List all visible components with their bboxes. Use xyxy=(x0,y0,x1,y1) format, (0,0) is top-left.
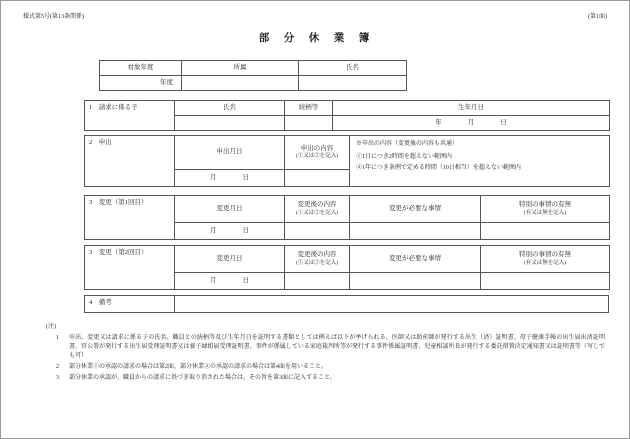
fiscal-year-value-cell xyxy=(100,76,182,91)
application-content-header xyxy=(285,136,350,170)
child-name-value-cell xyxy=(175,116,285,131)
change1-special-header-text: 特別の事情の有無 xyxy=(519,201,571,209)
application-content-note-cell xyxy=(350,136,610,187)
change1-special-subheader: (有又は無を記入) xyxy=(523,209,567,216)
footnote-item-1 xyxy=(56,334,605,361)
application-note-option2: ②1年につき条例で定める時間（10日相当）を超えない範囲内 xyxy=(356,165,521,172)
change2-date-value-cell: 月 日 xyxy=(175,273,285,290)
info-table xyxy=(99,60,407,91)
remarks-value-cell xyxy=(175,296,609,313)
application-date-value-cell: 月 日 xyxy=(175,170,285,187)
footnote-text: 部分休業①の承認の請求の場合は第2面、部分休業②の承認の請求の場合は第4面を用いること。 xyxy=(69,364,328,371)
application-section-label: 2 申出 xyxy=(85,136,175,187)
remarks-section-label: 4 備考 xyxy=(85,296,175,313)
child-birthdate-header: 生年月日 xyxy=(333,101,610,116)
change1-reason-value-cell xyxy=(350,223,481,240)
affiliation-value-cell xyxy=(182,76,299,91)
footnote-number: 2 xyxy=(56,364,59,371)
application-content-header-text: 申出の内容 xyxy=(300,144,334,152)
footnotes-title: (注) xyxy=(46,324,56,331)
footnote-number: 1 xyxy=(56,335,59,342)
fiscal-year-suffix: 年度 xyxy=(160,78,173,86)
info-header-fiscal-year: 対象年度 xyxy=(100,61,182,76)
change1-content-header-text: 変更後の内容 xyxy=(297,201,337,209)
child-section-label: 1 請求に係る子 xyxy=(85,101,175,131)
child-name-header: 氏名 xyxy=(175,101,285,116)
change2-special-header xyxy=(481,246,610,273)
change2-reason-value-cell xyxy=(350,273,481,290)
change1-content-subheader: (①又は②を記入) xyxy=(295,209,339,216)
application-content-subheader: (①又は②を記入) xyxy=(295,153,339,160)
change2-content-header-text: 変更後の内容 xyxy=(297,251,337,259)
page-header xyxy=(1,1,629,21)
page-number-label: (第1面) xyxy=(588,14,607,20)
application-date-header: 申出月日 xyxy=(175,136,285,170)
change1-date-header: 変更月日 xyxy=(175,196,285,223)
change1-special-value-cell xyxy=(481,223,610,240)
application-section-table xyxy=(84,135,610,187)
change1-content-header xyxy=(285,196,350,223)
child-section-table xyxy=(84,100,610,131)
change2-section-label: 3 変更（第2回目） xyxy=(85,246,175,290)
footnotes xyxy=(46,323,605,383)
child-relation-header: 続柄等 xyxy=(285,101,333,116)
footnote-item-2 xyxy=(56,363,605,372)
footnote-text: 部分休業の承認が、職員からの請求に基づき取り消された場合は、その旨を第3面に記入すること。 xyxy=(69,375,337,382)
form-title: 部 分 休 業 簿 xyxy=(258,33,372,45)
name-value-cell xyxy=(299,76,407,91)
child-birthdate-value-cell: 年 月 日 xyxy=(333,116,610,131)
application-content-value-cell xyxy=(285,170,350,187)
change1-section-table xyxy=(84,195,610,240)
footnote-text: 申出、変更又は請求に係る子の氏名、職員との続柄等及び生年月日を証明する書類としては例えば以下が挙げられる。医師又は助産師が発行する出生（済）証明書、母子健康手帳の出生届出済証明書、官公署が発行する出生届受理証明書又は養子縁組届受理証明書、事件が係属している家庭裁判所等が発行する事件係属証明書、児童相談所長が発行する委託措置決定通知書又は証明書等（写しでも可） xyxy=(69,335,605,360)
change2-special-header-text: 特別の事情の有無 xyxy=(519,251,571,259)
change2-special-subheader: (有又は無を記入) xyxy=(523,259,567,266)
change1-content-value-cell xyxy=(285,223,350,240)
change2-special-value-cell xyxy=(481,273,610,290)
change2-date-header: 変更月日 xyxy=(175,246,285,273)
child-relation-value-cell xyxy=(285,116,333,131)
change2-content-header xyxy=(285,246,350,273)
change2-section-table xyxy=(84,245,610,290)
change2-reason-header: 変更が必要な事情 xyxy=(350,246,481,273)
remarks-section-table xyxy=(84,295,609,313)
application-note-title: ※申出の内容（変更後の内容も共通） xyxy=(356,141,459,148)
change2-content-value-cell xyxy=(285,273,350,290)
change2-content-subheader: (①又は②を記入) xyxy=(295,259,339,266)
application-note-option1: ①1日につき2時間を超えない範囲内 xyxy=(356,154,452,161)
info-header-affiliation: 所属 xyxy=(182,61,299,76)
change1-date-value-cell: 月 日 xyxy=(175,223,285,240)
form-number: 様式第5号(第13条関係) xyxy=(23,14,84,20)
footnote-item-3 xyxy=(56,374,605,383)
footnote-number: 3 xyxy=(56,375,59,382)
change1-reason-header: 変更が必要な事情 xyxy=(350,196,481,223)
change1-section-label: 3 変更（第1回目） xyxy=(85,196,175,240)
change1-special-header xyxy=(481,196,610,223)
info-header-name: 氏名 xyxy=(299,61,407,76)
